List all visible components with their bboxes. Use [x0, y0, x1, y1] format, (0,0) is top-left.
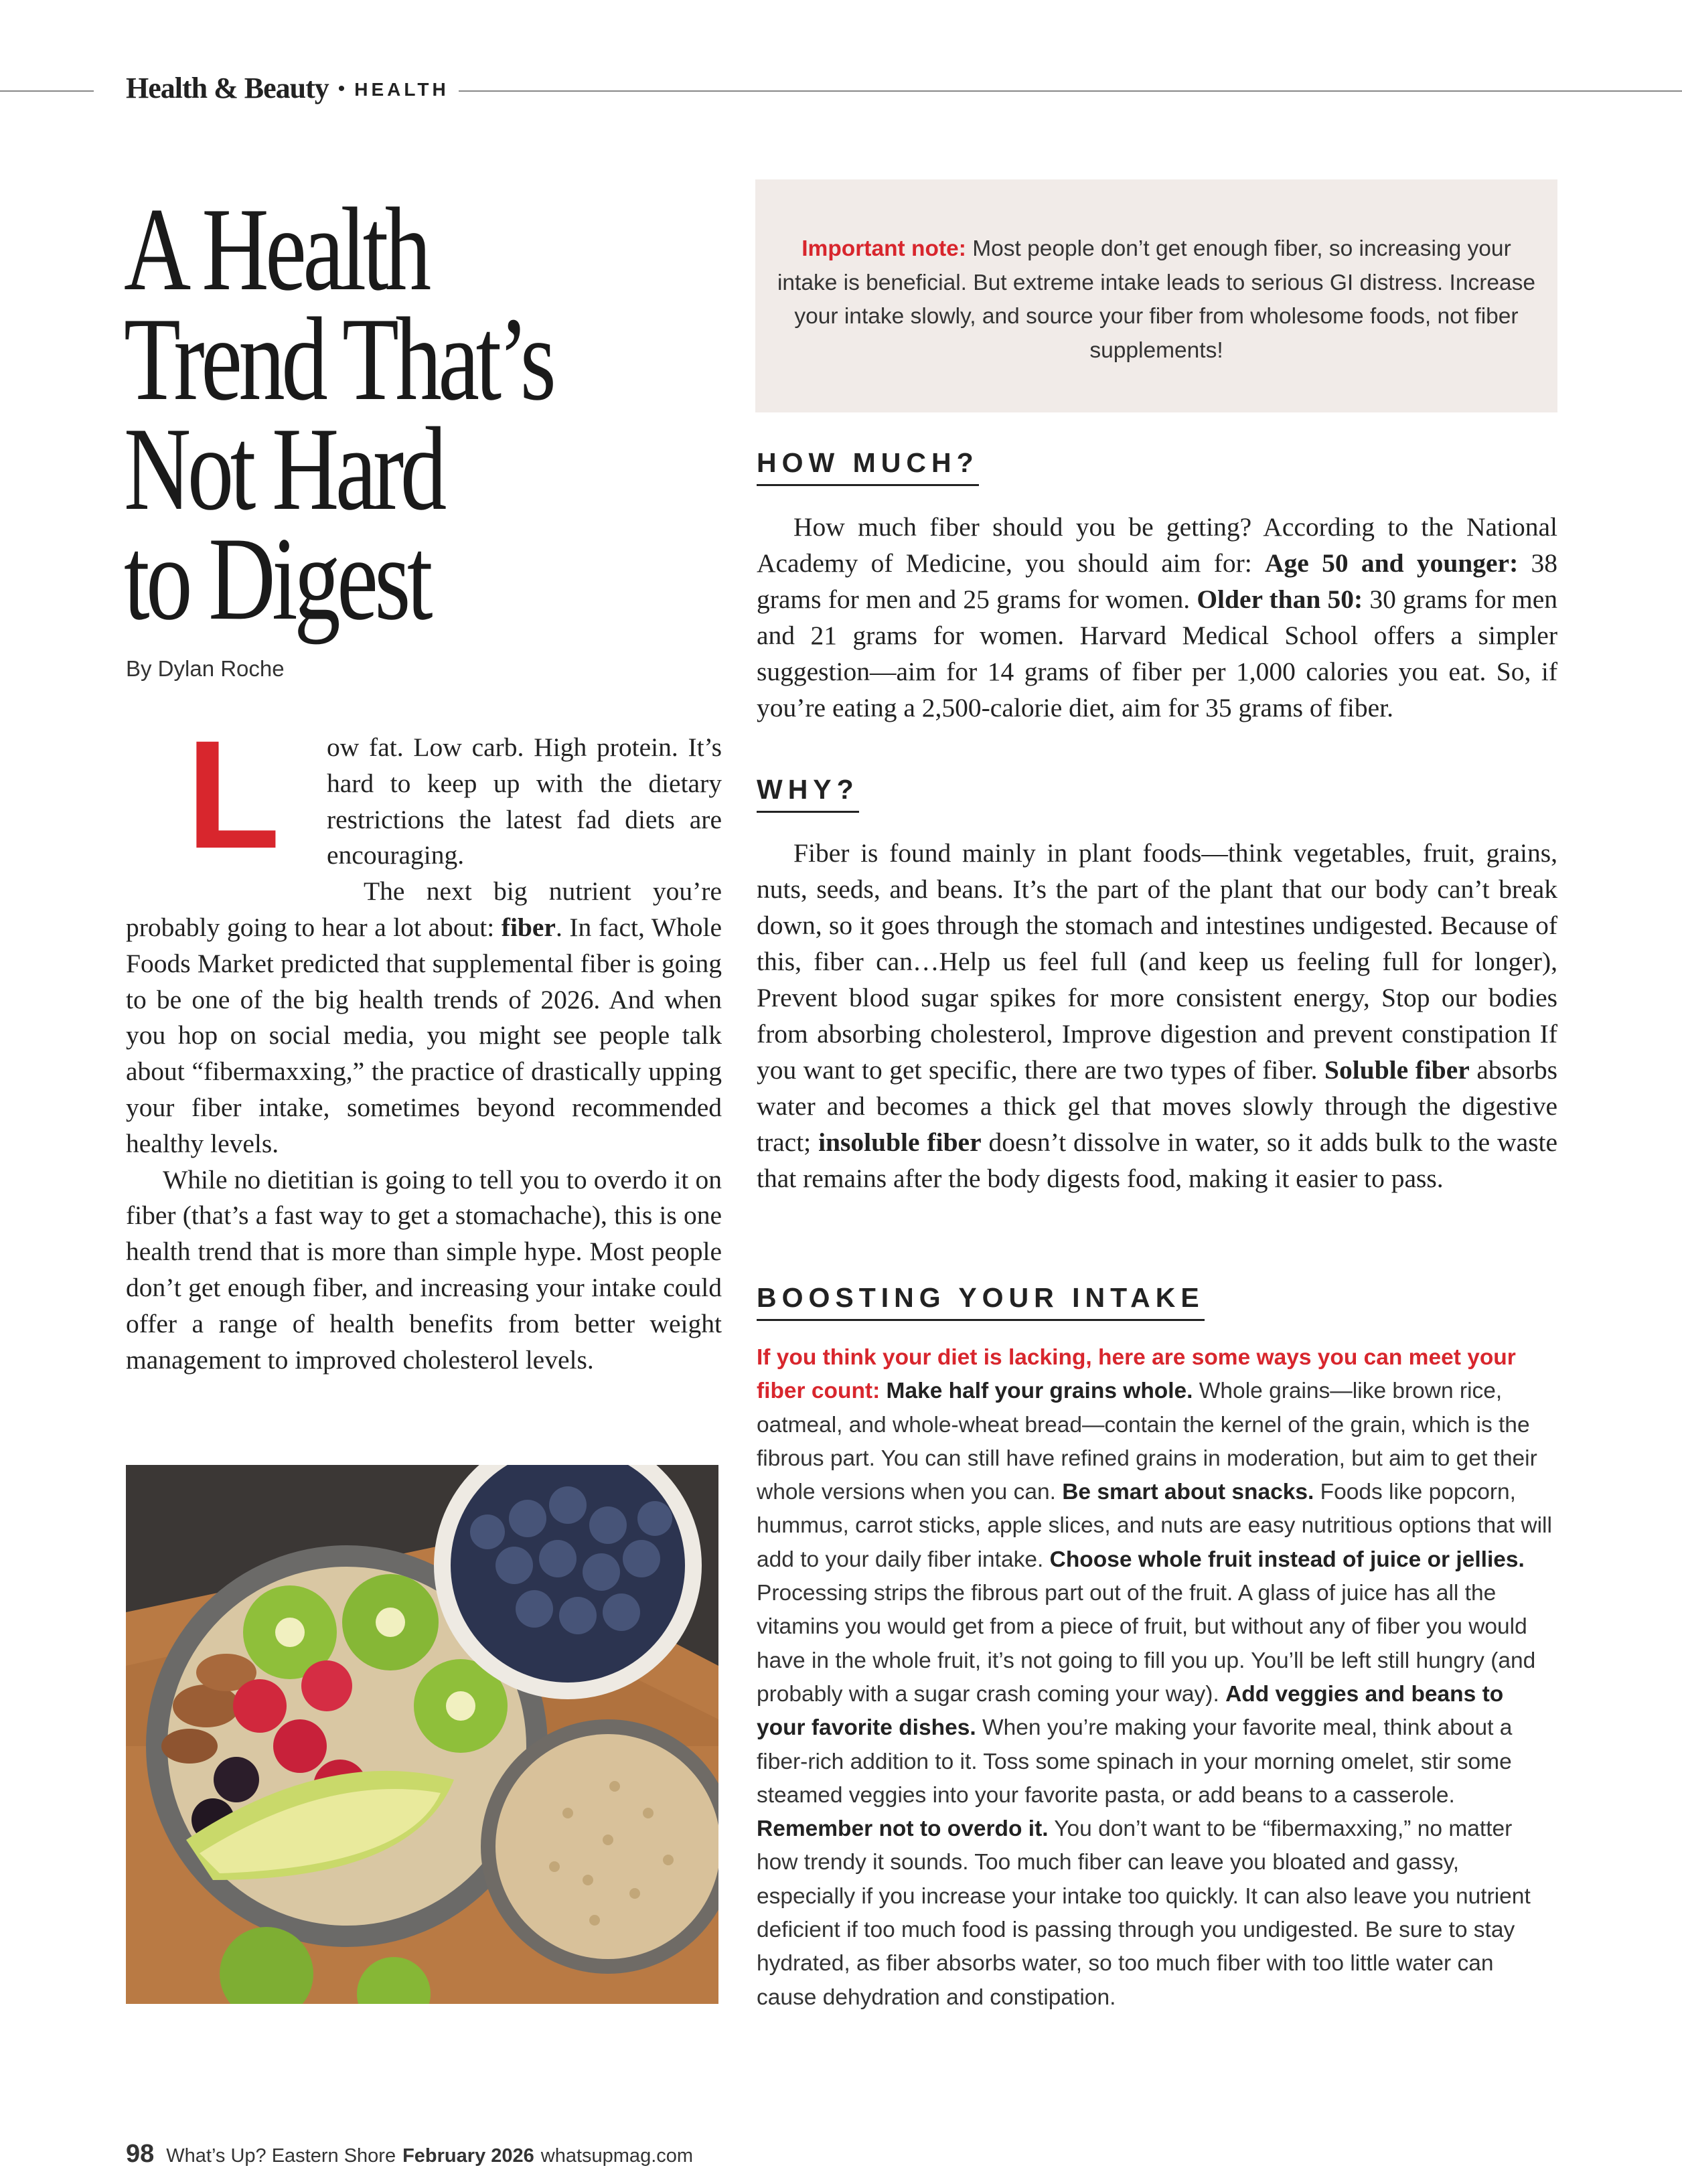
page-footer: [126, 2140, 693, 2169]
bold-term: fiber: [501, 912, 556, 942]
section-name: Health & Beauty: [126, 72, 329, 104]
body-paragraph: [126, 874, 722, 1162]
header-rule-right: [459, 90, 1682, 92]
tip-title: Remember not to overdo it.: [757, 1816, 1049, 1842]
tip-text: Foods like popcorn, hummus, carrot sticks, apple slices, and nuts are easy nutritious options that will add to your daily fiber intake.: [757, 1480, 1552, 1572]
drop-cap-letter: L: [186, 708, 281, 880]
tip-title: Choose whole fruit instead of juice or jellies.: [1049, 1547, 1525, 1572]
header-rule-left: [0, 90, 94, 92]
tip-text: Processing strips the fibrous part out of the fruit. A glass of juice has all the vitamins you would get from a piece of fruit, but without any of fiber you would have in the whole fruit, it’s not going to fill you up. You’ll be left still hungry (and probably with a sugar crash coming your way).: [757, 1581, 1536, 1707]
boosting-paragraph: [757, 1341, 1557, 2015]
tip-title: Be smart about snacks.: [1062, 1480, 1314, 1505]
how-much-paragraph: [757, 509, 1557, 726]
bold-term: Age 50 and younger:: [1265, 548, 1519, 578]
intro-paragraph: ow fat. Low carb. High protein. It’s hard to keep up with the dietary restrictions the latest fad diets are encouraging.: [327, 732, 722, 870]
text-run: absorbs water and becomes a thick gel that moves slowly through the digestive tract;: [757, 1055, 1557, 1157]
note-body: Most people don’t get enough fiber, so increasing your intake is beneficial. But extreme intake leads to serious GI distress. Increase your intake slowly, and source your fiber from wholesome foods, not fiber supplements!: [777, 236, 1536, 363]
subsection-name: HEALTH: [354, 79, 449, 100]
article-title: [124, 183, 594, 645]
text-run: 38 grams for men and 25 grams for women.: [757, 548, 1558, 614]
page-number: 98: [126, 2140, 155, 2168]
text-run: 30 grams for men and 21 grams for women. Harvard Medical School offers a simpler suggestion—aim for 14 grams of fiber per 1,000 calories you eat. So, if you’re eating a 2,500-calorie diet, aim for 35 grams of fiber.: [757, 584, 1557, 722]
body-paragraph: While no dietitian is going to tell you to overdo it on fiber (that’s a fast way to get a stomachache), this is one health trend that is more than simple hype. Most people don’t get enough fiber, and increasing your intake could offer a range of health benefits from better weight management to improved cholesterol levels.: [126, 1164, 722, 1375]
tip-title: Make half your grains whole.: [886, 1379, 1193, 1404]
title-line: A Health: [124, 183, 428, 315]
text-run: Fiber is found mainly in plant foods—think vegetables, fruit, grains, nuts, seeds, and beans. It’s the part of the plant that our body can’t break down, so it goes through the stomach and intestines undigested. Because of this, fiber can…Help us feel full (and keep us feeling full for longer), Prevent blood sugar spikes for more consistent energy, Stop our bodies from absorbing cholesterol, Improve digestion and prevent constipation If you want to get specific, there are two types of fiber.: [757, 838, 1557, 1085]
tip-text: When you’re making your favorite meal, think about a fiber-rich addition to it. Toss some spinach in your morning omelet, stir some steamed veggies into your favorite pasta, or add beans to a casserole.: [757, 1715, 1513, 1808]
magazine-name: What’s Up? Eastern Shore: [166, 2145, 396, 2167]
bold-term: Soluble fiber: [1324, 1055, 1470, 1085]
why-paragraph: [757, 835, 1557, 1196]
section-header: [126, 71, 449, 105]
heading-boosting: BOOSTING YOUR INTAKE: [757, 1282, 1205, 1321]
byline: By Dylan Roche: [126, 656, 285, 681]
article-body-left: [126, 708, 722, 1378]
title-line: Not Hard: [124, 402, 443, 535]
title-line: Trend That’s: [124, 293, 553, 425]
text-run: . In fact, Whole Foods Market predicted that supplemental fiber is going to be one of the big health trends of 2026. And when you hop on social media, you might see people talk about “fibermaxxing,” the practice of drastically upping your fiber intake, sometimes beyond recommended healthy levels.: [126, 912, 722, 1158]
tip-text: You don’t want to be “fibermaxxing,” no matter how trendy it sounds. Too much fiber can leave you bloated and gassy, especially if you increase your intake too quickly. It can also leave you nutrient deficient if too much food is passing through you undigested. Be sure to stay hydrated, as fiber absorbs water, so too much fiber with too little water can cause dehydration and constipation.: [757, 1816, 1531, 2010]
food-bowl-photo: [126, 1465, 718, 2004]
photo-illustration: [126, 1465, 718, 2004]
note-label: Important note:: [801, 236, 966, 261]
text-run: doesn’t dissolve in water, so it adds bulk to the waste that remains after the body digests food, making it easier to pass.: [757, 1127, 1557, 1193]
heading-how-much: HOW MUCH?: [757, 447, 979, 486]
heading-why: WHY?: [757, 774, 859, 813]
important-note-text: [777, 232, 1536, 368]
drop-cap: [126, 708, 327, 880]
issue-date: February 2026: [402, 2145, 534, 2167]
bold-term: Older than 50:: [1197, 584, 1363, 614]
boost-intro: If you think your diet is lacking, here are some ways you can meet your fiber count:: [757, 1345, 1516, 1404]
magazine-url: whatsupmag.com: [540, 2145, 694, 2167]
text-run: How much fiber should you be getting? According to the National Academy of Medicine, you should aim for:: [757, 512, 1557, 578]
tip-text: Whole grains—like brown rice, oatmeal, and whole-wheat bread—contain the kernel of the grain, which is the fibrous part. You can still have refined grains in moderation, but aim to get their whole versions when you can.: [757, 1379, 1537, 1505]
tip-title: Add veggies and beans to your favorite dishes.: [757, 1681, 1504, 1741]
section-separator: •: [337, 78, 346, 100]
bold-term: insoluble fiber: [818, 1127, 982, 1157]
text-run: The next big nutrient you’re probably going to hear a lot about:: [126, 876, 722, 942]
title-line: to Digest: [124, 512, 430, 645]
